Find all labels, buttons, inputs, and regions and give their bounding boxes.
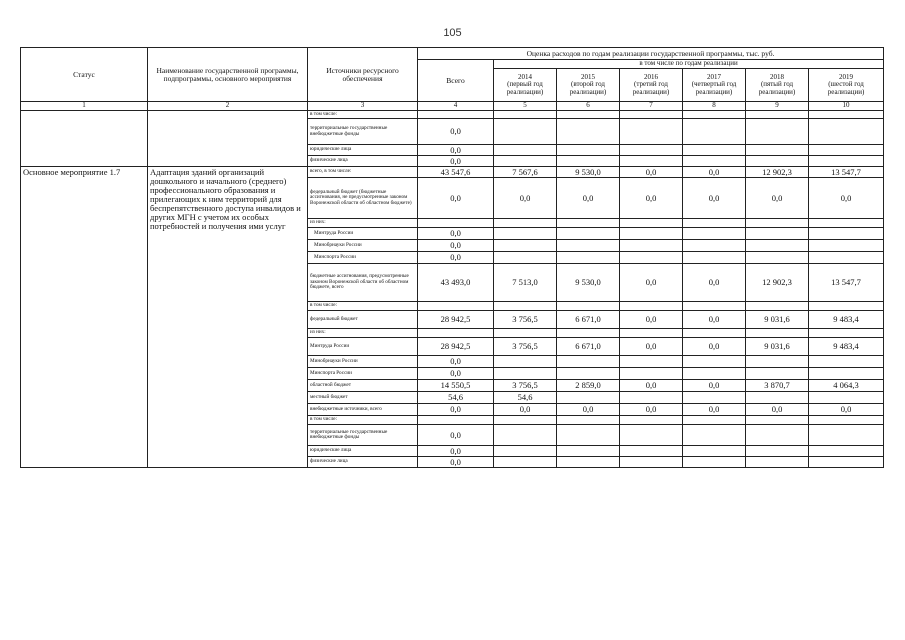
total-value-cell: 0,0 [418, 457, 494, 468]
year-value-cell [557, 446, 620, 457]
source-cell: федеральный бюджет [308, 311, 418, 329]
year-value-cell [683, 302, 746, 311]
year-value-cell: 0,0 [809, 404, 884, 416]
total-value-cell: 0,0 [418, 240, 494, 252]
column-number: 8 [683, 102, 746, 111]
year-value-cell [557, 416, 620, 425]
year-value-cell: 9 483,4 [809, 311, 884, 329]
year-value-cell [620, 356, 683, 368]
year-value-cell [620, 145, 683, 156]
source-cell: Минобрнауки России [308, 240, 418, 252]
total-value-cell: 0,0 [418, 425, 494, 446]
year-value-cell: 0,0 [746, 404, 809, 416]
year-value-cell: 6 671,0 [557, 338, 620, 356]
year-label: (третий год реализации) [632, 80, 670, 96]
year-value-cell: 12 902,3 [746, 167, 809, 178]
year-value-cell [557, 145, 620, 156]
year-value-cell [746, 392, 809, 404]
year-label: (второй год реализации) [569, 80, 607, 96]
year-value-cell [683, 356, 746, 368]
year-value-cell [683, 119, 746, 145]
year-value-cell [494, 228, 557, 240]
year-value-cell [809, 356, 884, 368]
year-value-cell: 0,0 [683, 167, 746, 178]
year-value-cell [683, 457, 746, 468]
total-value-cell: 0,0 [418, 446, 494, 457]
header-year-2017 [683, 69, 746, 102]
year-value-cell [620, 368, 683, 380]
year-value-cell [746, 368, 809, 380]
year-value-cell: 7 567,6 [494, 167, 557, 178]
source-cell: из них: [308, 219, 418, 228]
year-label: (четвертый год реализации) [691, 80, 737, 96]
total-value-cell: 0,0 [418, 356, 494, 368]
total-value-cell [418, 111, 494, 119]
year-value-cell [494, 416, 557, 425]
year-value-cell [746, 156, 809, 167]
year-value-cell: 0,0 [683, 178, 746, 219]
year-value-cell [809, 329, 884, 338]
year-value-cell [683, 368, 746, 380]
year-value-cell [809, 416, 884, 425]
year-value-cell [557, 111, 620, 119]
year-value-cell: 0,0 [683, 380, 746, 392]
year-value-cell [557, 219, 620, 228]
total-value-cell [418, 219, 494, 228]
column-number: 6 [557, 102, 620, 111]
year-value-cell [620, 240, 683, 252]
year-value-cell: 0,0 [683, 404, 746, 416]
source-cell: физические лица [308, 156, 418, 167]
year-value-cell: 0,0 [683, 311, 746, 329]
source-cell: в том числе: [308, 111, 418, 119]
header-year-2014 [494, 69, 557, 102]
year-value-cell [494, 111, 557, 119]
year-value-cell [809, 302, 884, 311]
source-cell: юридические лица [308, 145, 418, 156]
header-by-years: в том числе по годам реализации [494, 60, 884, 69]
source-cell: территориальные государственные внебюджетные фонды [308, 119, 418, 145]
year-value-cell [809, 156, 884, 167]
year-value-cell [683, 240, 746, 252]
source-cell: юридические лица [308, 446, 418, 457]
total-value-cell: 0,0 [418, 368, 494, 380]
source-cell: Минтруда России [308, 228, 418, 240]
year-value-cell: 9 031,6 [746, 338, 809, 356]
source-cell: всего, в том числе: [308, 167, 418, 178]
year-value-cell [494, 457, 557, 468]
year-value-cell [809, 240, 884, 252]
year-value-cell [620, 156, 683, 167]
year-value-cell [809, 457, 884, 468]
source-cell: из них: [308, 329, 418, 338]
year-value-cell [683, 425, 746, 446]
year-value-cell [494, 425, 557, 446]
source-cell: Минтруда России [308, 338, 418, 356]
header-year-2016 [620, 69, 683, 102]
column-number: 7 [620, 102, 683, 111]
column-number: 1 [21, 102, 148, 111]
measure-status: Основное мероприятие 1.7 [21, 167, 148, 468]
year-value-cell [620, 457, 683, 468]
source-cell: бюджетные ассигнования, предусмотренные законом Воронежской области об областном бюджете, всего [308, 264, 418, 302]
year-value-cell [746, 329, 809, 338]
header-year-2015 [557, 69, 620, 102]
source-cell: физические лица [308, 457, 418, 468]
year-value-cell [809, 119, 884, 145]
year-value-cell [494, 119, 557, 145]
year-value-cell [557, 302, 620, 311]
year-number: 2018 [770, 72, 784, 81]
year-value-cell [494, 252, 557, 264]
year-value-cell: 12 902,3 [746, 264, 809, 302]
year-value-cell: 4 064,3 [809, 380, 884, 392]
source-cell: территориальные государственные внебюджетные фонды [308, 425, 418, 446]
measure-name: Адаптация зданий организаций дошкольного и начального (среднего) профессионального образования и прилегающих к ним территорий для беспрепятственного доступа инвалидов и других МГН с учетом их особых потребностей и получения ими услуг [148, 167, 308, 468]
year-value-cell [809, 392, 884, 404]
year-value-cell: 0,0 [557, 404, 620, 416]
year-value-cell [557, 356, 620, 368]
year-value-cell [557, 252, 620, 264]
year-value-cell: 0,0 [683, 264, 746, 302]
budget-table [20, 47, 884, 468]
year-value-cell [683, 416, 746, 425]
year-value-cell [746, 302, 809, 311]
year-value-cell [809, 425, 884, 446]
year-value-cell: 9 530,0 [557, 167, 620, 178]
status-cell [21, 111, 148, 167]
total-value-cell: 43 493,0 [418, 264, 494, 302]
source-cell: федеральный бюджет (бюджетные ассигнования, не предусмотренные законом Воронежской области об областном бюджете) [308, 178, 418, 219]
year-value-cell [557, 392, 620, 404]
year-value-cell: 9 483,4 [809, 338, 884, 356]
year-value-cell: 0,0 [809, 178, 884, 219]
column-number: 3 [308, 102, 418, 111]
table-row [21, 111, 884, 119]
year-value-cell [620, 302, 683, 311]
source-cell: Минобрнауки России [308, 356, 418, 368]
source-cell: в том числе: [308, 302, 418, 311]
year-value-cell [494, 302, 557, 311]
header-name: Наименование государственной программы, подпрограммы, основного мероприятия [148, 48, 308, 102]
year-value-cell [746, 446, 809, 457]
year-value-cell [620, 111, 683, 119]
total-value-cell: 0,0 [418, 252, 494, 264]
total-value-cell: 43 547,6 [418, 167, 494, 178]
header-expenses: Оценка расходов по годам реализации государственной программы, тыс. руб. [418, 48, 884, 60]
year-value-cell [683, 252, 746, 264]
year-value-cell [494, 329, 557, 338]
year-number: 2017 [707, 72, 721, 81]
table-row [21, 167, 884, 178]
source-cell: Минспорта России [308, 252, 418, 264]
source-cell: Минспорта России [308, 368, 418, 380]
year-value-cell [809, 228, 884, 240]
page-number: 105 [443, 27, 462, 39]
year-value-cell: 3 756,5 [494, 380, 557, 392]
year-value-cell [494, 356, 557, 368]
year-value-cell [746, 228, 809, 240]
year-value-cell [494, 219, 557, 228]
total-value-cell: 0,0 [418, 156, 494, 167]
year-value-cell: 13 547,7 [809, 264, 884, 302]
header-total: Всего [418, 60, 494, 102]
year-label: (шестой год реализации) [827, 80, 865, 96]
year-number: 2016 [644, 72, 658, 81]
year-label: (первый год реализации) [506, 80, 544, 96]
source-cell: областной бюджет [308, 380, 418, 392]
column-number: 5 [494, 102, 557, 111]
year-value-cell [557, 425, 620, 446]
year-value-cell [746, 219, 809, 228]
name-cell [148, 111, 308, 167]
total-value-cell: 28 942,5 [418, 311, 494, 329]
year-value-cell: 0,0 [620, 167, 683, 178]
year-value-cell [557, 329, 620, 338]
year-value-cell: 13 547,7 [809, 167, 884, 178]
total-value-cell [418, 329, 494, 338]
year-value-cell [746, 145, 809, 156]
year-value-cell [557, 457, 620, 468]
year-value-cell [557, 119, 620, 145]
year-value-cell: 6 671,0 [557, 311, 620, 329]
year-value-cell [809, 446, 884, 457]
year-value-cell [809, 111, 884, 119]
year-value-cell [683, 228, 746, 240]
year-value-cell [494, 145, 557, 156]
year-value-cell [683, 446, 746, 457]
year-value-cell [620, 425, 683, 446]
year-value-cell [620, 329, 683, 338]
year-value-cell [746, 119, 809, 145]
year-value-cell [494, 156, 557, 167]
year-value-cell [683, 145, 746, 156]
year-value-cell [620, 219, 683, 228]
year-value-cell: 0,0 [494, 178, 557, 219]
header-sources: Источники ресурсного обеспечения [308, 48, 418, 102]
year-value-cell [494, 446, 557, 457]
year-value-cell [557, 156, 620, 167]
year-value-cell: 0,0 [683, 338, 746, 356]
year-value-cell [746, 111, 809, 119]
year-value-cell [557, 228, 620, 240]
year-value-cell [746, 252, 809, 264]
year-number: 2019 [839, 72, 854, 81]
year-value-cell [620, 446, 683, 457]
year-value-cell: 54,6 [494, 392, 557, 404]
year-value-cell: 0,0 [557, 178, 620, 219]
source-cell: местный бюджет [308, 392, 418, 404]
year-value-cell: 0,0 [620, 178, 683, 219]
year-value-cell: 3 756,5 [494, 311, 557, 329]
year-value-cell [557, 240, 620, 252]
year-value-cell: 7 513,0 [494, 264, 557, 302]
year-value-cell [683, 156, 746, 167]
total-value-cell: 0,0 [418, 178, 494, 219]
total-value-cell: 0,0 [418, 228, 494, 240]
year-value-cell [620, 252, 683, 264]
year-value-cell: 0,0 [494, 404, 557, 416]
total-value-cell: 54,6 [418, 392, 494, 404]
year-value-cell [683, 329, 746, 338]
year-value-cell [809, 145, 884, 156]
total-value-cell: 0,0 [418, 404, 494, 416]
year-value-cell [809, 368, 884, 380]
year-value-cell [809, 219, 884, 228]
column-number: 9 [746, 102, 809, 111]
year-value-cell: 2 859,0 [557, 380, 620, 392]
column-number: 4 [418, 102, 494, 111]
year-value-cell [620, 416, 683, 425]
total-value-cell [418, 302, 494, 311]
year-value-cell: 0,0 [620, 264, 683, 302]
header-year-2018 [746, 69, 809, 102]
year-value-cell [620, 228, 683, 240]
year-value-cell: 0,0 [620, 338, 683, 356]
source-cell: в том числе: [308, 416, 418, 425]
column-number: 10 [809, 102, 884, 111]
year-number: 2014 [518, 72, 532, 81]
year-value-cell [494, 368, 557, 380]
year-value-cell [746, 240, 809, 252]
year-value-cell [746, 425, 809, 446]
year-value-cell: 3 756,5 [494, 338, 557, 356]
year-value-cell [494, 240, 557, 252]
column-numbers-row [21, 102, 884, 111]
year-value-cell: 0,0 [620, 380, 683, 392]
year-value-cell: 9 530,0 [557, 264, 620, 302]
year-value-cell [683, 111, 746, 119]
year-value-cell [746, 416, 809, 425]
year-label: (пятый год реализации) [758, 80, 796, 96]
year-number: 2015 [581, 72, 595, 81]
year-value-cell: 3 870,7 [746, 380, 809, 392]
total-value-cell: 0,0 [418, 119, 494, 145]
year-value-cell [746, 457, 809, 468]
year-value-cell [683, 392, 746, 404]
year-value-cell [809, 252, 884, 264]
total-value-cell: 28 942,5 [418, 338, 494, 356]
year-value-cell [746, 356, 809, 368]
header-year-2019 [809, 69, 884, 102]
year-value-cell: 0,0 [746, 178, 809, 219]
total-value-cell [418, 416, 494, 425]
header-status: Статус [21, 48, 148, 102]
year-value-cell: 9 031,6 [746, 311, 809, 329]
year-value-cell [620, 392, 683, 404]
total-value-cell: 14 550,5 [418, 380, 494, 392]
year-value-cell [557, 368, 620, 380]
year-value-cell [620, 119, 683, 145]
year-value-cell: 0,0 [620, 311, 683, 329]
column-number: 2 [148, 102, 308, 111]
year-value-cell: 0,0 [620, 404, 683, 416]
year-value-cell [683, 219, 746, 228]
source-cell: внебюджетные источники, всего [308, 404, 418, 416]
total-value-cell: 0,0 [418, 145, 494, 156]
